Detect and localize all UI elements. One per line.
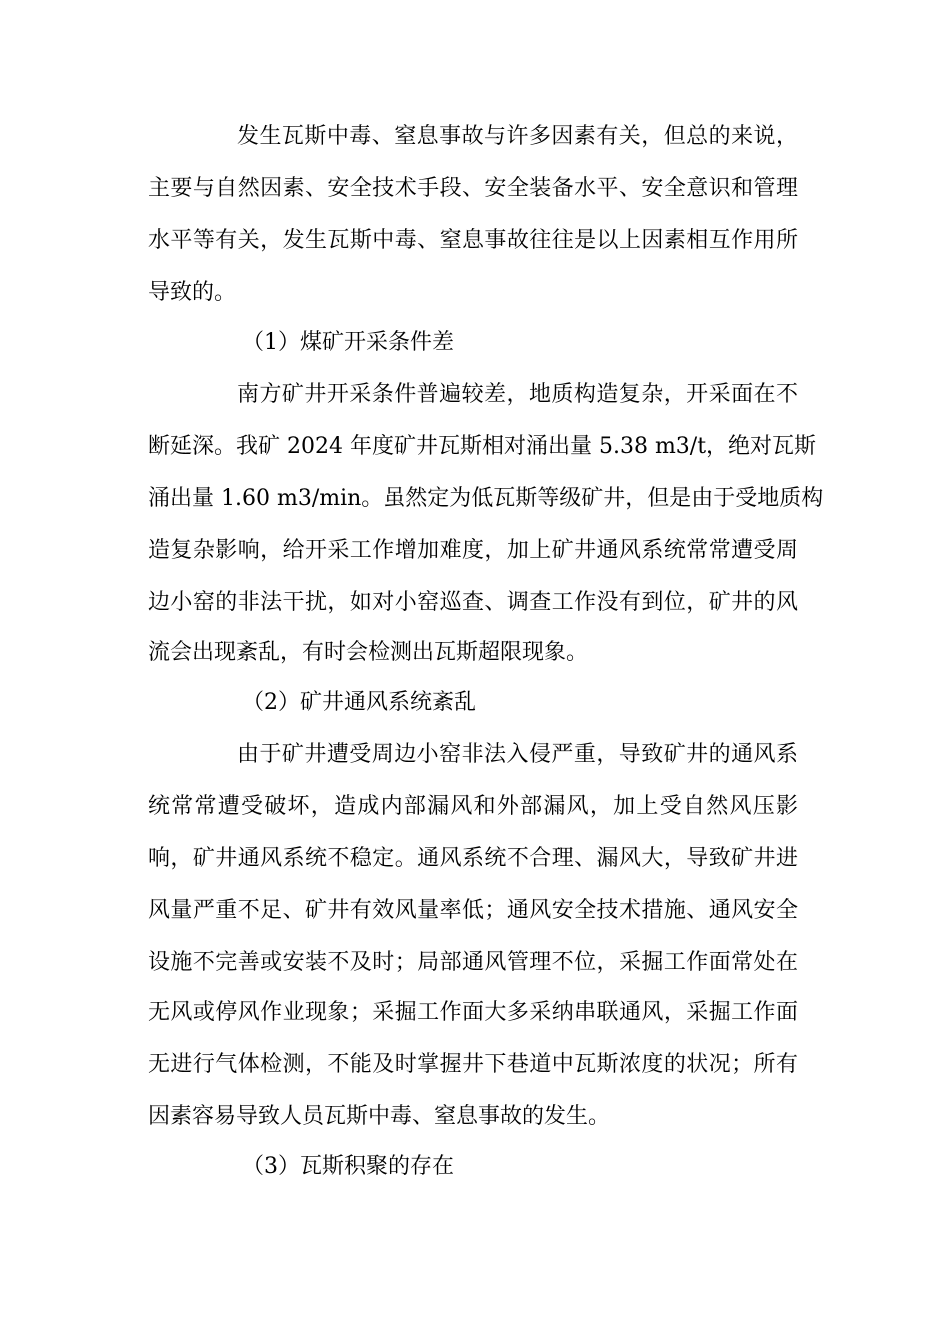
paragraph-3-line-7: 无进行气体检测，不能及时掌握井下巷道中瓦斯浓度的状况；所有 <box>148 1052 798 1077</box>
paragraph-3-line-5: 设施不完善或安装不及时；局部通风管理不位，采掘工作面常处在 <box>148 950 798 975</box>
paragraph-1-line-4: 导致的。 <box>148 280 237 305</box>
paragraph-2-line-6: 流会出现紊乱，有时会检测出瓦斯超限现象。 <box>148 640 589 665</box>
paragraph-3-line-4: 风量严重不足、矿井有效风量率低；通风安全技术措施、通风安全 <box>148 898 798 923</box>
paragraph-3-line-6: 无风或停风作业现象；采掘工作面大多采纳串联通风，采掘工作面 <box>148 1000 798 1025</box>
section-heading-3: （3）瓦斯积聚的存在 <box>242 1154 454 1179</box>
section-heading-1: （1）煤矿开采条件差 <box>242 330 454 355</box>
paragraph-2-line-2: 断延深。我矿 2024 年度矿井瓦斯相对涌出量 5.38 m3/t，绝对瓦斯 <box>148 434 817 459</box>
paragraph-3-line-1: 由于矿井遭受周边小窑非法入侵严重，导致矿井的通风系 <box>237 742 798 767</box>
paragraph-3-line-2: 统常常遭受破坏，造成内部漏风和外部漏风，加上受自然风压影 <box>148 794 798 819</box>
section-heading-2: （2）矿井通风系统紊乱 <box>242 690 476 715</box>
paragraph-2-line-1: 南方矿井开采条件普遍较差，地质构造复杂，开采面在不 <box>237 382 798 407</box>
paragraph-2-line-5: 边小窑的非法干扰，如对小窑巡查、调查工作没有到位，矿井的风 <box>148 590 798 615</box>
paragraph-2-line-3: 涌出量 1.60 m3/min。虽然定为低瓦斯等级矿井，但是由于受地质构 <box>148 486 824 511</box>
paragraph-1-line-1: 发生瓦斯中毒、窒息事故与许多因素有关，但总的来说， <box>237 124 798 149</box>
paragraph-2-line-4: 造复杂影响，给开采工作增加难度，加上矿井通风系统常常遭受周 <box>148 538 798 563</box>
paragraph-1-line-2: 主要与自然因素、安全技术手段、安全装备水平、安全意识和管理 <box>148 176 798 201</box>
paragraph-3-line-8: 因素容易导致人员瓦斯中毒、窒息事故的发生。 <box>148 1104 611 1129</box>
paragraph-1-line-3: 水平等有关，发生瓦斯中毒、窒息事故往往是以上因素相互作用所 <box>148 228 798 253</box>
paragraph-3-line-3: 响，矿井通风系统不稳定。通风系统不合理、漏风大，导致矿井进 <box>148 846 798 871</box>
